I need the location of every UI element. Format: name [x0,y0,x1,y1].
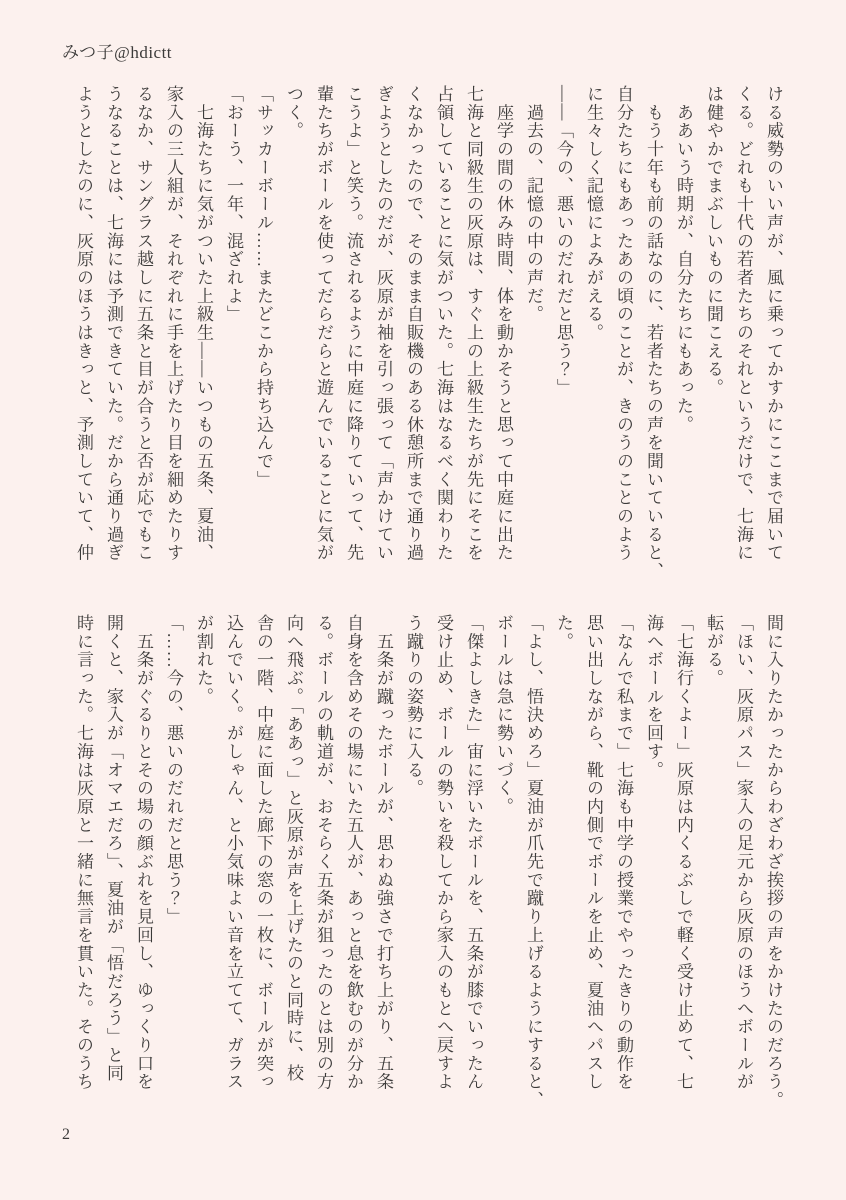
text-line: 込んでいく。がしゃん、と小気味よい音を立てて、ガラス [224,614,243,1092]
text-line: 転がる。 [704,614,723,688]
text-line: 受け止め、ボールの勢いを殺してから家入のもとへ戻すよ [434,614,453,1092]
text-line: 自分たちにもあったあの頃のことが、きのうのことのよう [614,85,633,563]
author-handle: みつ子@hdictt [62,43,173,62]
text-line: 「七海行くよー」灰原は内くるぶしで軽く受け止めて、七 [674,614,693,1092]
text-line: 輩たちがボールを使ってだらだらと遊んでいることに気が [314,85,333,563]
text-line: 向へ飛ぶ。「ああっ」と灰原が声を上げたのと同時に、校 [284,614,303,1083]
text-line: 「おーう、一年、混ざれよ」 [224,85,243,324]
text-line: た。 [554,614,573,651]
text-line: 占領していることに気がついた。七海はなるべく関わりた [434,85,453,563]
text-line: 座学の間の休み時間、体を動かそうと思って中庭に出た [494,85,513,563]
text-line: つく。 [284,85,303,141]
text-line: 過去の、記憶の中の声だ。 [524,85,543,324]
text-line: 自身を含めその場にいた五人が、あっと息を飲むのが分か [344,614,363,1092]
text-line: るなか、サングラス越しに五条と目が合うと否が応でもこ [134,85,153,563]
text-line: もう十年も前の話なのに、若者たちの声を聞いていると、 [644,85,663,581]
text-line: 「サッカーボール……またどこから持ち込んで」 [254,85,273,489]
text-line: ける威勢のいい声が、風に乗ってかすかにここまで届いて [764,85,783,563]
text-line: 舎の一階、中庭に面した廊下の窓の一枚に、ボールが突っ [254,614,273,1092]
text-line: ――「今の、悪いのだれだと思う？」 [554,85,573,397]
page-number: 2 [62,1126,70,1143]
vertical-text-block-bottom [68,614,788,1110]
text-line: 家入の三人組が、それぞれに手を上げたり目を細めたりす [164,85,183,563]
text-line: 思い出しながら、靴の内側でボールを止め、夏油へパスし [584,614,603,1092]
text-line: くなかったので、そのまま自販機のある休憩所まで通り過 [404,85,423,563]
text-line: 七海と同級生の灰原は、すぐ上の上級生たちが先にそこを [464,85,483,563]
text-line: 間に入りたかったからわざわざ挨拶の声をかけたのだろう。 [764,614,783,1110]
text-line: ああいう時期が、自分たちにもあった。 [674,85,693,434]
text-line: 「ほい、灰原パス」家入の足元から灰原のほうへボールが [734,614,753,1092]
text-line: に生々しく記憶によみがえる。 [584,85,603,342]
text-line: ボールは急に勢いづく。 [494,614,513,816]
text-line: 「なんで私まで」七海も中学の授業でやったきりの動作を [614,614,633,1092]
text-line: 海へボールを回す。 [644,614,663,780]
text-line: くる。どれも十代の若者たちのそれというだけで、七海に [734,85,753,563]
text-line: る。ボールの軌道が、おそらく五条が狙ったのとは別の方 [314,614,333,1092]
text-line: うなることは、七海には予測できていた。だから通り過ぎ [104,85,123,563]
text-line: 七海たちに気がついた上級生――いつもの五条、夏油、 [194,85,213,563]
text-line: 五条が蹴ったボールが、思わぬ強さで打ち上がり、五条 [374,614,393,1092]
text-line: 開くと、家入が「オマエだろ」、夏油が「悟だろう」と同 [104,614,123,1083]
text-line: 「傑よしきた」宙に浮いたボールを、五条が膝でいったん [464,614,483,1092]
text-line: ぎようとしたのだが、灰原が袖を引っ張って「声かけてい [374,85,393,563]
text-line: 「よし、悟決めろ」夏油が爪先で蹴り上げるようにすると、 [524,614,543,1110]
vertical-text-block-top [68,85,788,581]
text-line: こうよ」と笑う。流されるように中庭に降りていって、先 [344,85,363,563]
text-line: 時に言った。七海は灰原と一緒に無言を貫いた。そのうち [74,614,93,1092]
text-line: 五条がぐるりとその場の顔ぶれを見回し、ゆっくり口を [134,614,153,1092]
text-line: ようとしたのに、灰原のほうはきっと、予測していて、仲 [74,85,93,563]
text-line: 「……今の、悪いのだれだと思う？」 [164,614,183,926]
text-line: う蹴りの姿勢に入る。 [404,614,423,798]
text-line: は健やかでまぶしいものに聞こえる。 [704,85,723,397]
text-line: が割れた。 [194,614,213,706]
